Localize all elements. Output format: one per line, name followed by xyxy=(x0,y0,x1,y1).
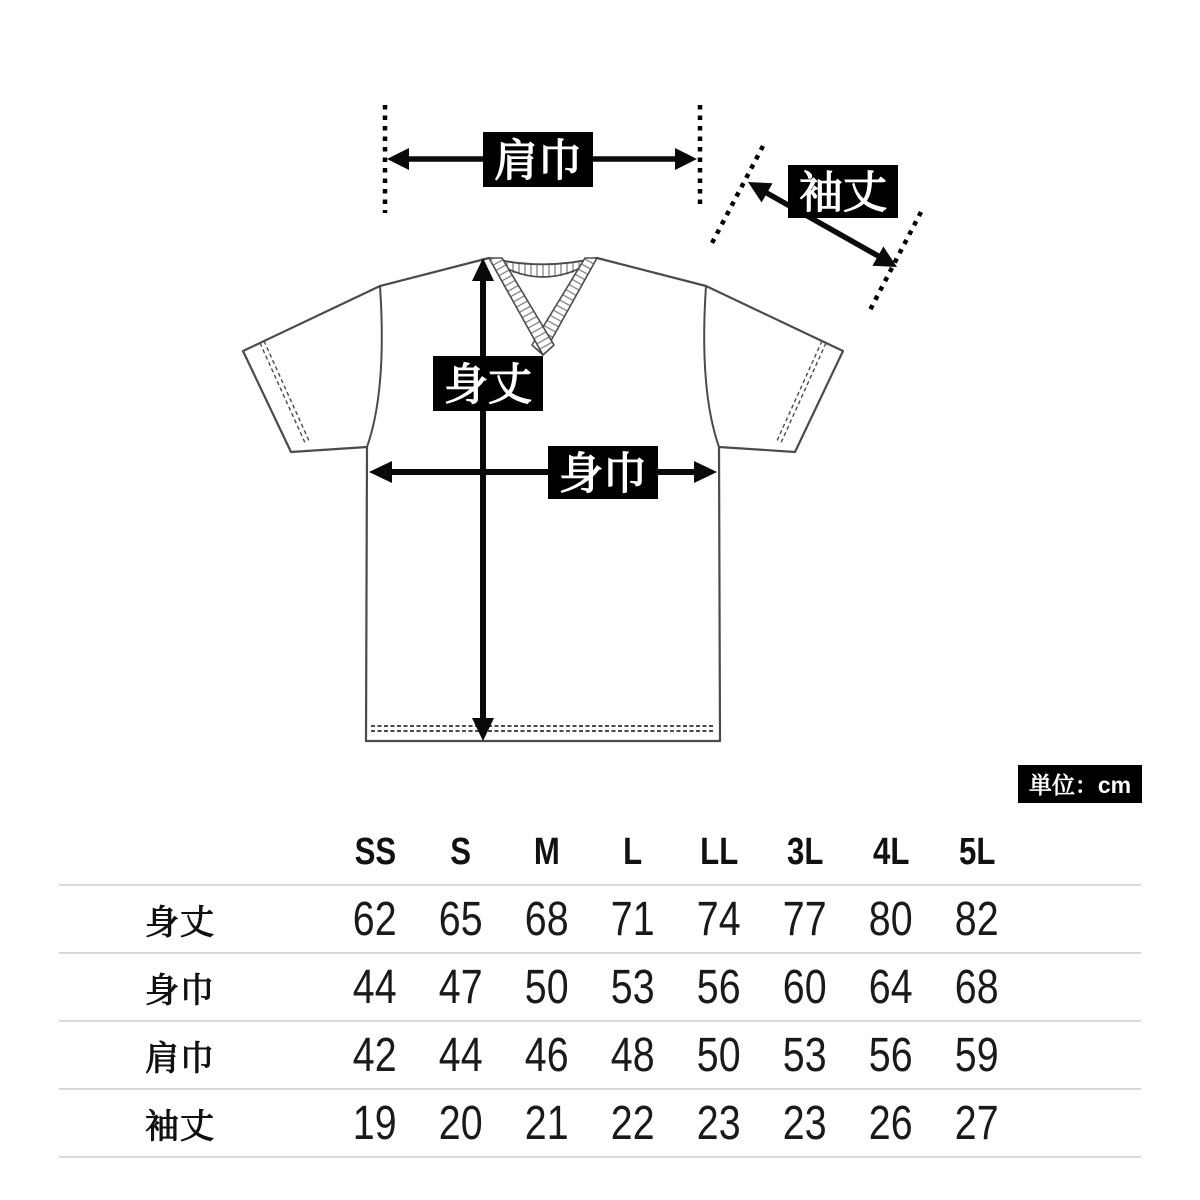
measurement-value: 22 xyxy=(611,1096,655,1150)
sleeve-length-guide-upper xyxy=(712,146,763,243)
size-column-header: S xyxy=(450,830,472,873)
tshirt-illustration xyxy=(243,258,843,741)
measurement-value: 77 xyxy=(783,892,827,946)
sleeve-length-label: 袖丈 xyxy=(799,168,887,218)
size-column-header: LL xyxy=(699,830,739,873)
measurement-value: 68 xyxy=(955,960,999,1014)
measurement-row-sleeve-length xyxy=(59,1088,1141,1156)
shoulder-width-label: 肩巾 xyxy=(494,136,582,186)
measurement-row-shoulder-width xyxy=(59,1020,1141,1088)
size-column-header: 3L xyxy=(786,830,824,873)
measurement-value: 56 xyxy=(697,960,741,1014)
row-label: 袖丈 xyxy=(145,1107,215,1146)
size-column-header: M xyxy=(534,830,560,873)
measurement-value: 19 xyxy=(353,1096,397,1150)
size-column-header: 4L xyxy=(872,830,910,873)
row-label: 肩巾 xyxy=(145,1039,215,1078)
measurement-value: 23 xyxy=(783,1096,827,1150)
measurement-row-body-length xyxy=(59,884,1141,952)
unit-badge-label: 単位：cm xyxy=(1028,772,1132,798)
measurement-value: 64 xyxy=(869,960,913,1014)
measurement-row-body-width xyxy=(59,952,1141,1020)
row-label: 身丈 xyxy=(145,903,215,942)
measurement-value: 80 xyxy=(869,892,913,946)
measurement-value: 82 xyxy=(955,892,999,946)
measurement-value: 42 xyxy=(353,1028,397,1082)
shoulder-width-measure xyxy=(385,105,700,213)
measurement-value: 59 xyxy=(955,1028,999,1082)
body-width-label: 身巾 xyxy=(559,449,647,499)
body-length-label: 身丈 xyxy=(444,360,532,410)
measurement-value: 21 xyxy=(525,1096,569,1150)
measurement-value: 23 xyxy=(697,1096,741,1150)
measurement-value: 60 xyxy=(783,960,827,1014)
measurement-value: 74 xyxy=(697,892,741,946)
measurement-value: 48 xyxy=(611,1028,655,1082)
measurement-value: 50 xyxy=(525,960,569,1014)
measurement-value: 20 xyxy=(439,1096,483,1150)
size-column-header: L xyxy=(623,830,643,873)
measurement-value: 44 xyxy=(439,1028,483,1082)
unit-badge xyxy=(1018,765,1142,803)
measurement-value: 53 xyxy=(783,1028,827,1082)
measurement-value: 62 xyxy=(353,892,397,946)
measurement-value: 47 xyxy=(439,960,483,1014)
measurement-value: 50 xyxy=(697,1028,741,1082)
measurement-value: 65 xyxy=(439,892,483,946)
size-column-header: SS xyxy=(354,830,396,873)
sleeve-length-measure xyxy=(712,146,921,312)
size-column-header: 5L xyxy=(958,830,996,873)
measurement-value: 26 xyxy=(869,1096,913,1150)
measurement-value: 44 xyxy=(353,960,397,1014)
measurement-value: 68 xyxy=(525,892,569,946)
row-label: 身巾 xyxy=(145,971,215,1010)
measurement-value: 27 xyxy=(955,1096,999,1150)
measurement-value: 71 xyxy=(611,892,655,946)
measurement-value: 56 xyxy=(869,1028,913,1082)
measurement-value: 53 xyxy=(611,960,655,1014)
measurement-value: 46 xyxy=(525,1028,569,1082)
size-table-header-row xyxy=(59,820,1141,884)
size-table xyxy=(59,820,1141,1158)
